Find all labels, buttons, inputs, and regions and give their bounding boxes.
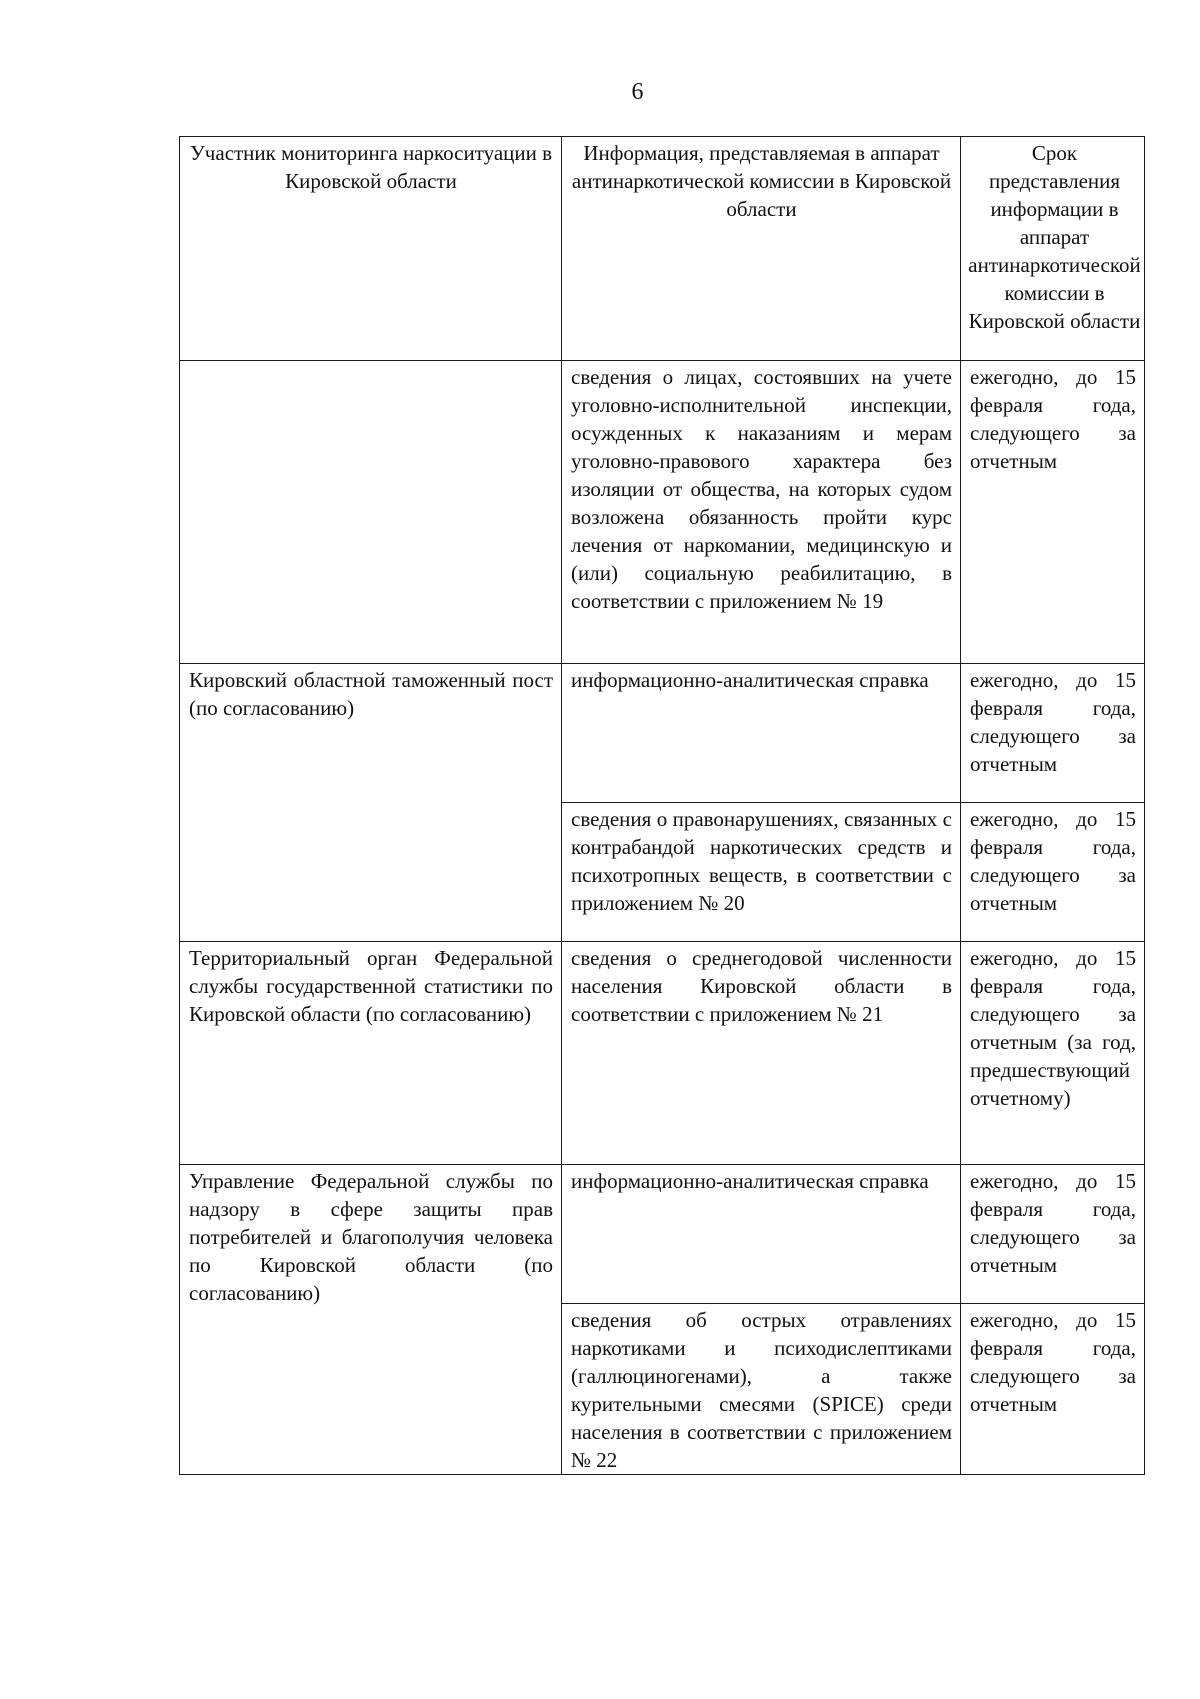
information-cell: сведения о правонарушениях, связанных с контрабандой наркотических средств и психотропных веществ, в соответствии с приложением № 20 — [562, 803, 961, 942]
participant-cell — [180, 361, 562, 664]
information-cell: сведения о среднегодовой численности населения Кировской области в соответствии с приложением № 21 — [562, 942, 961, 1165]
table-row — [180, 942, 1145, 1165]
header-information: Информация, представляемая в аппарат антинаркотической комиссии в Кировской области — [562, 137, 961, 361]
table-header-row — [180, 137, 1145, 361]
table-row — [180, 361, 1145, 664]
table-row — [180, 664, 1145, 803]
participant-cell: Управление Федеральной службы по надзору в сфере защиты прав потребителей и благополучия человека по Кировской области (по согласованию) — [180, 1165, 562, 1475]
header-deadline: Срок представления информации в аппарат антинаркотической комиссии в Кировской области — [961, 137, 1145, 361]
deadline-cell: ежегодно, до 15 февраля года, следующего за отчетным (за год, предшествующий отчетному) — [961, 942, 1145, 1165]
information-cell: сведения о лицах, состоявших на учете уголовно-исполнительной инспекции, осужденных к наказаниям и мерам уголовно-правового характера без изоляции от общества, на которых судом возложена обязанность пройти курс лечения от наркомании, медицинскую и (или) социальную реабилитацию, в соответствии с приложением № 19 — [562, 361, 961, 664]
deadline-cell: ежегодно, до 15 февраля года, следующего за отчетным — [961, 361, 1145, 664]
participant-cell: Территориальный орган Федеральной службы государственной статистики по Кировской области (по согласованию) — [180, 942, 562, 1165]
deadline-cell: ежегодно, до 15 февраля года, следующего за отчетным — [961, 803, 1145, 942]
header-participant: Участник мониторинга наркоситуации в Кировской области — [180, 137, 562, 361]
information-cell: информационно-аналитическая справка — [562, 664, 961, 803]
page-number: 6 — [631, 79, 644, 105]
deadline-cell: ежегодно, до 15 февраля года, следующего за отчетным — [961, 664, 1145, 803]
table-row — [180, 1165, 1145, 1304]
monitoring-table — [179, 136, 1145, 1475]
participant-cell: Кировский областной таможенный пост (по согласованию) — [180, 664, 562, 942]
information-cell: сведения об острых отравлениях наркотиками и психодислептиками (галлюциногенами), а также курительными смесями (SPICE) среди населения в соответствии с приложением № 22 — [562, 1304, 961, 1475]
deadline-cell: ежегодно, до 15 февраля года, следующего за отчетным — [961, 1165, 1145, 1304]
deadline-cell: ежегодно, до 15 февраля года, следующего за отчетным — [961, 1304, 1145, 1475]
information-cell: информационно-аналитическая справка — [562, 1165, 961, 1304]
